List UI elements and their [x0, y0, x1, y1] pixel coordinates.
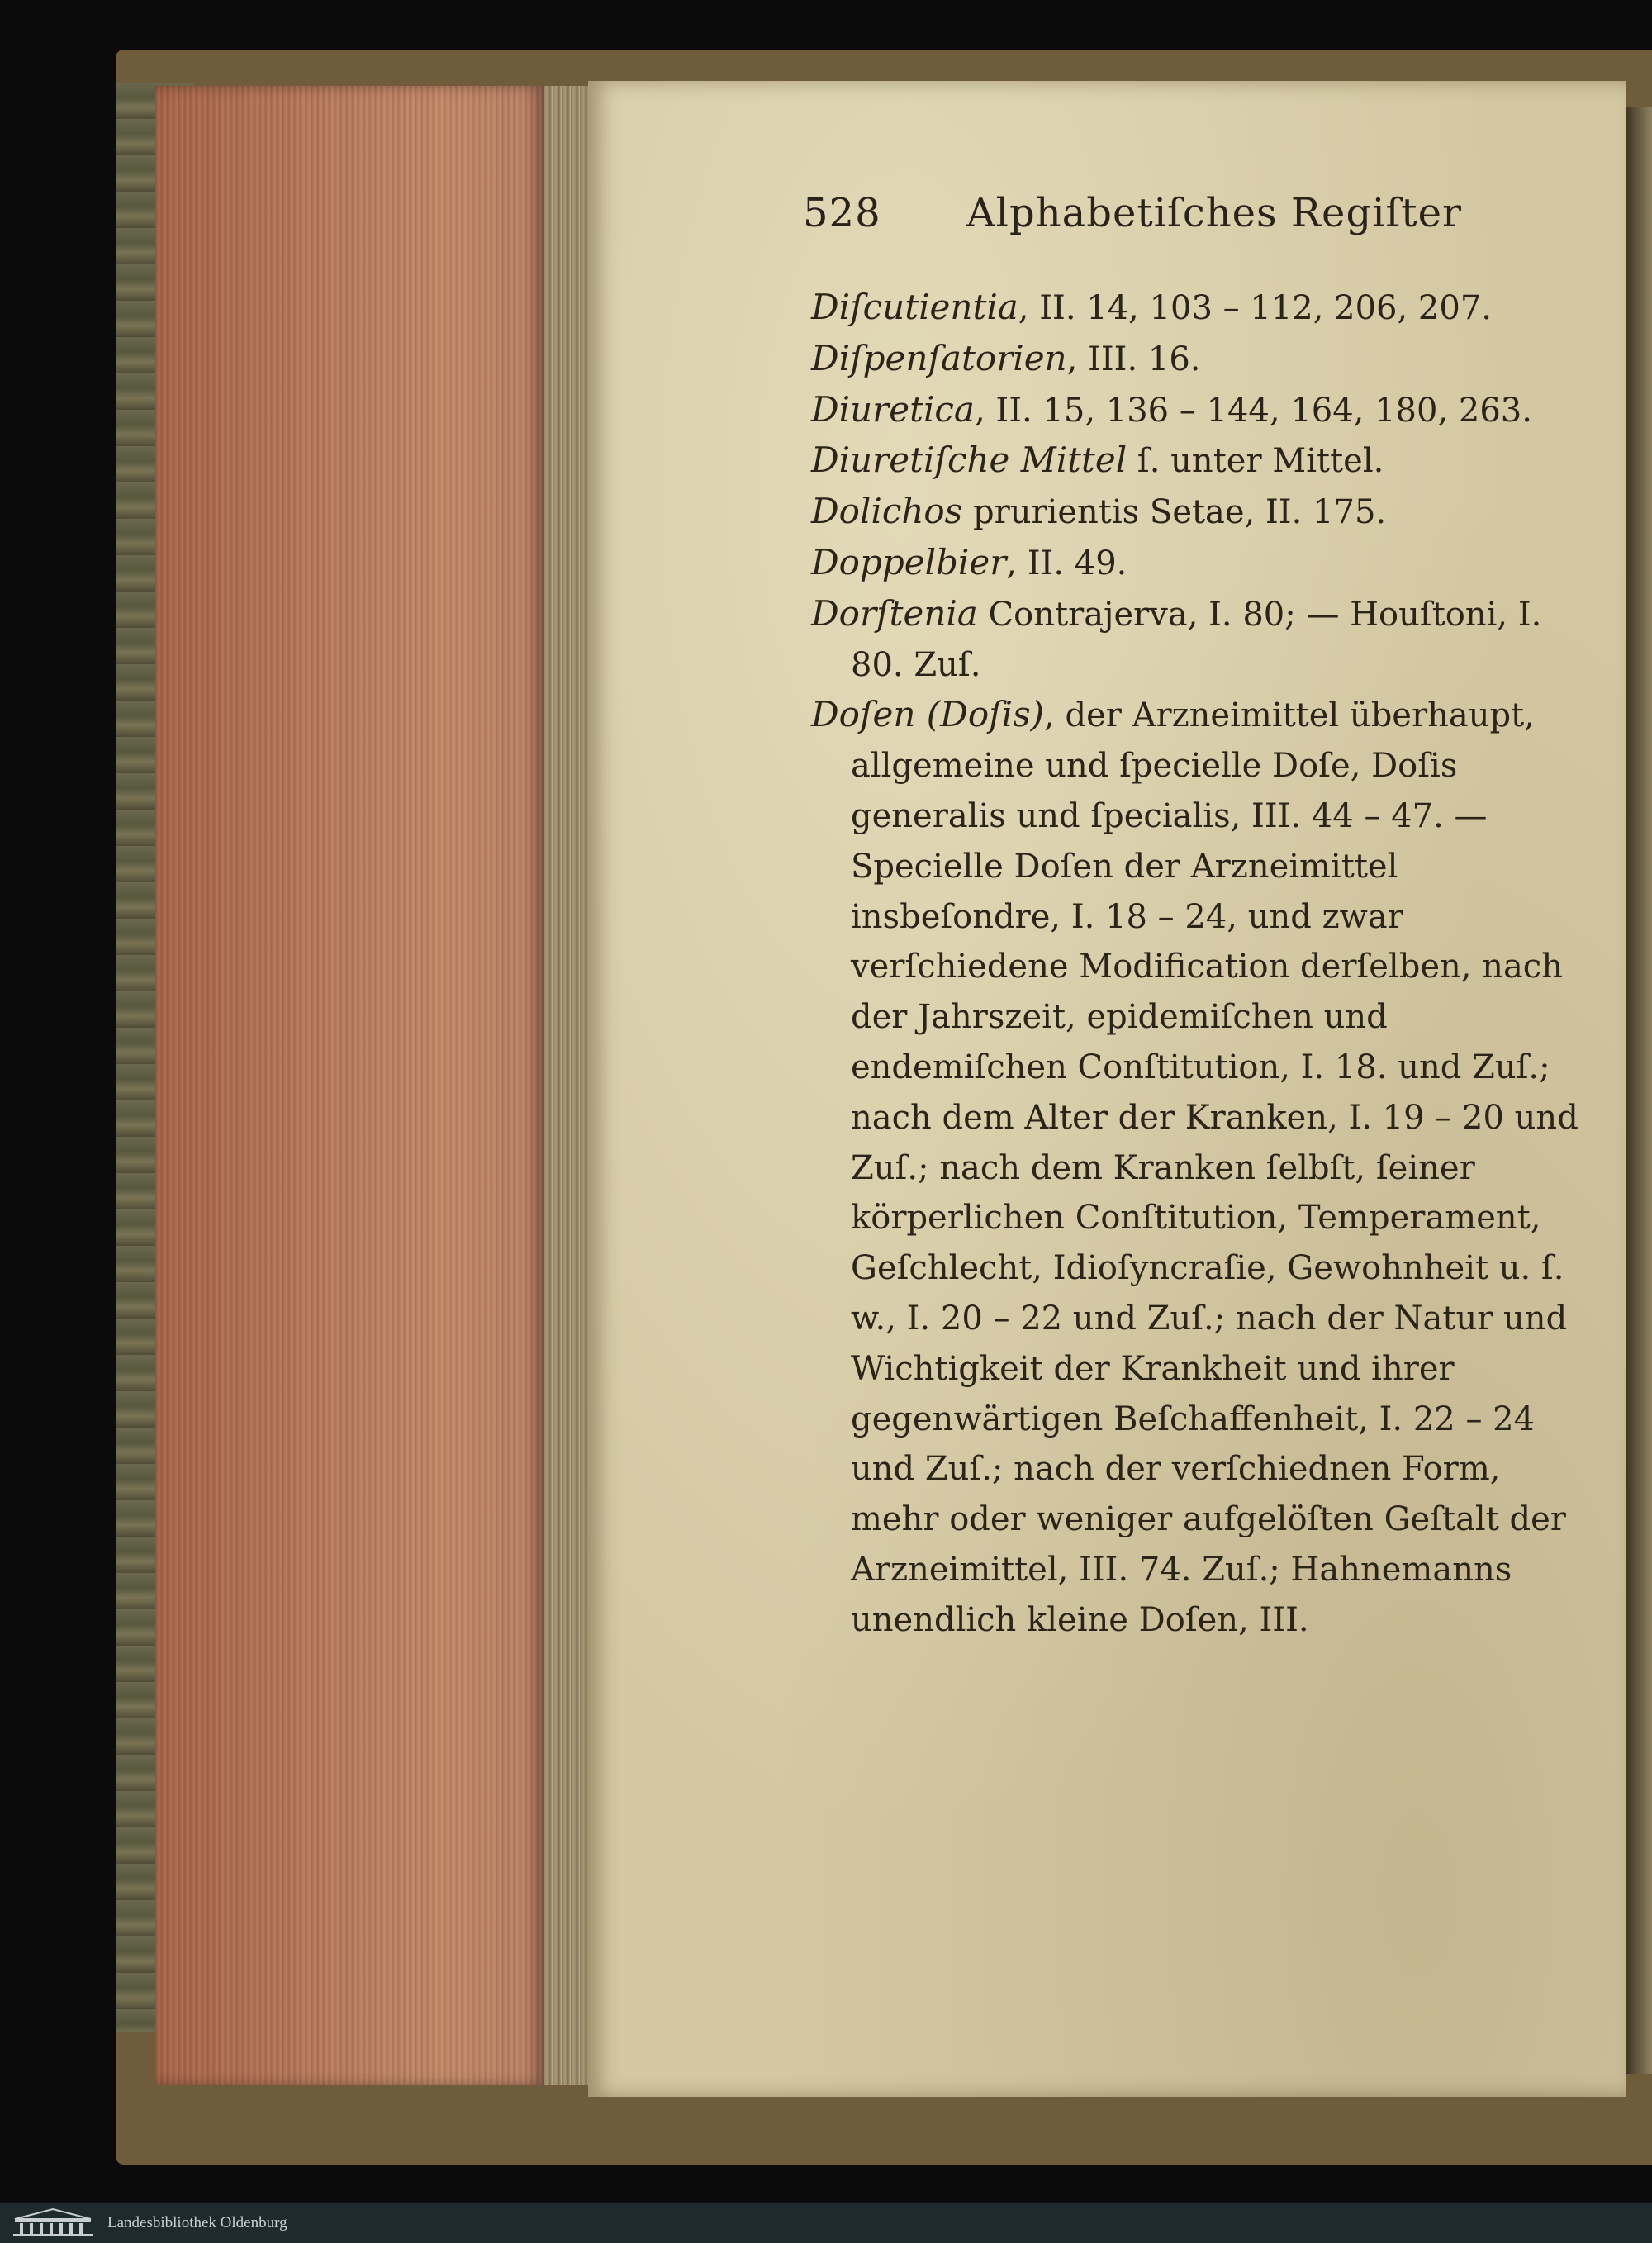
entry-text: prurientis Setae, II. 175. — [962, 493, 1387, 532]
register-entry — [811, 334, 1596, 385]
page-block-edge — [155, 86, 544, 2085]
entry-text: , der Arzneimittel überhaupt, allgemeine und ſpecielle Doſe, Doſis generalis und ſpecialis, III. 44 – 47. — Specielle Doſen der Arzneimittel insbeſondre, I. 18 – 24, und zwar verſchiedene Modification derſelben, nach der Jahrszeit, epidemiſchen und endemiſchen Conſtitution, I. 18. und Zuſ.; nach dem Alter der Kranken, I. 19 – 20 und Zuſ.; nach dem Kranken ſelbſt, ſeiner körperlichen Conſtitution, Temperament, Geſchlecht, Idioſyncraſie, Gewohnheit u. ſ. w., I. 20 – 22 und Zuſ.; nach der Natur und Wichtigkeit der Krankheit und ihrer gegenwärtigen Beſchaffenheit, I. 22 – 24 und Zuſ.; nach der verſchiednen Form, mehr oder weniger aufgelöſten Geſtalt der Arzneimittel, III. 74. Zuſ.; Hahnemanns unendlich kleine Doſen, III. — [851, 696, 1578, 1639]
entry-text: , II. 14, 103 – 112, 206, 207. — [1018, 289, 1492, 327]
entry-head: Dorſtenia — [811, 592, 978, 634]
entry-text: , III. 16. — [1066, 340, 1201, 378]
entry-head: Dolichos — [811, 491, 963, 532]
register-entry — [811, 283, 1596, 334]
entry-text: Contrajerva, I. 80; — Houſtoni, I. 80. Zuſ. — [851, 595, 1542, 684]
running-head: Alphabetiſches Regiſter — [966, 190, 1462, 236]
register-entry — [811, 487, 1596, 538]
entry-head: Diſcutientia — [811, 287, 1018, 327]
entry-text: , II. 15, 136 – 144, 164, 180, 263. — [974, 391, 1532, 430]
page-gutter — [544, 86, 593, 2085]
facing-page-edge — [1626, 107, 1652, 2074]
register-entry — [811, 538, 1596, 589]
page-number: 528 — [803, 190, 881, 236]
register-entry — [811, 589, 1596, 691]
register-entry — [811, 690, 1596, 1645]
entry-head: Doſen (Doſis) — [811, 694, 1045, 735]
library-name: Landesbibliothek Oldenburg — [107, 2214, 287, 2231]
page-header — [803, 190, 1513, 256]
entry-head: Diuretica — [811, 388, 975, 430]
register-text — [811, 283, 1596, 1646]
register-entry — [811, 385, 1596, 436]
entry-head: Diſpenſatorien — [811, 337, 1067, 378]
library-building-icon — [12, 2207, 94, 2237]
entry-head: Diuretiſche Mittel — [811, 440, 1127, 481]
entry-head: Doppelbier — [811, 541, 1007, 582]
entry-text: ſ. unter Mittel. — [1127, 442, 1384, 481]
register-entry — [811, 435, 1596, 487]
footer-bar — [0, 2203, 1652, 2243]
entry-text: , II. 49. — [1006, 544, 1127, 582]
